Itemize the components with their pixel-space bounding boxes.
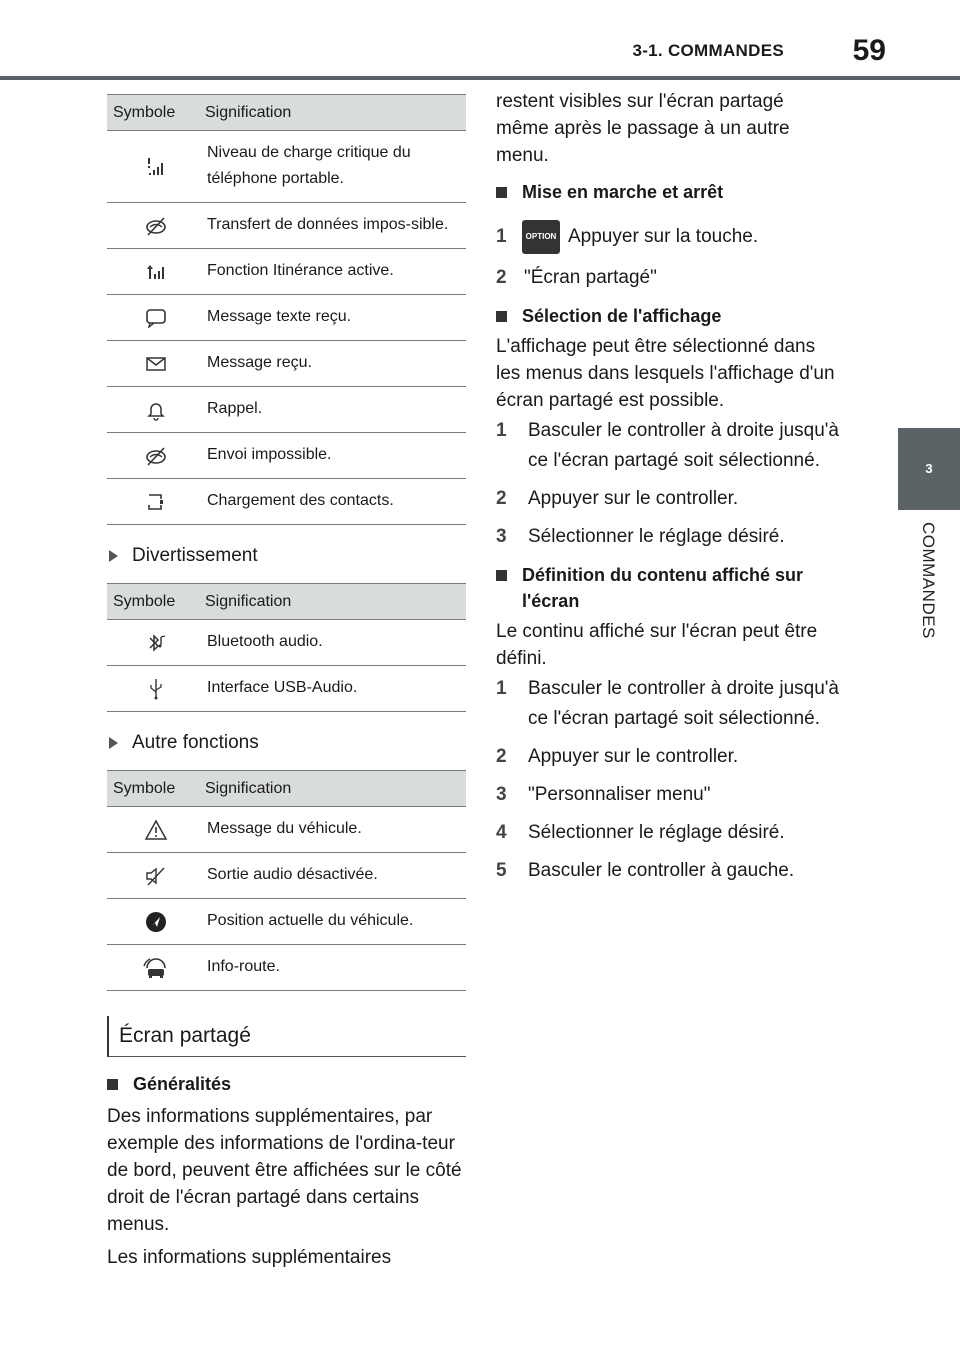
step-item bbox=[496, 522, 841, 552]
step-item bbox=[496, 484, 841, 514]
table-row bbox=[107, 853, 466, 899]
square-bullet-icon bbox=[496, 570, 507, 581]
subheading-general bbox=[107, 1071, 466, 1097]
subheading-select-display bbox=[496, 303, 841, 329]
general-paragraph-continued: Les informations supplémentaires bbox=[107, 1247, 392, 1268]
triangle-bullet-icon bbox=[109, 737, 118, 749]
step-text bbox=[525, 217, 759, 257]
right-column bbox=[496, 88, 841, 886]
table-row bbox=[107, 479, 466, 525]
step-number: 3 bbox=[496, 526, 507, 547]
table-row bbox=[107, 131, 466, 203]
define-content-steps bbox=[496, 674, 841, 886]
select-display-steps bbox=[496, 416, 841, 552]
column-header-symbol: Symbole bbox=[107, 771, 205, 807]
row-meaning: Bluetooth audio. bbox=[205, 620, 466, 666]
step-text: Basculer le controller à droite jusqu'à ce l'écran partagé soit sélectionné. bbox=[528, 420, 839, 471]
audio-muted-icon bbox=[107, 853, 205, 899]
section-heading-split-screen: Écran partagé bbox=[107, 1016, 466, 1057]
phone-battery-critical-icon bbox=[107, 131, 205, 203]
step-number: 5 bbox=[496, 860, 507, 881]
step-text: Appuyer sur le controller. bbox=[528, 488, 739, 509]
table-row bbox=[107, 387, 466, 433]
general-paragraph-end: restent visibles sur l'écran partagé même après le passage à un autre menu. bbox=[496, 91, 790, 166]
table-row bbox=[107, 295, 466, 341]
subheading-on-off-text: Mise en marche et arrêt bbox=[522, 182, 724, 202]
table-row bbox=[107, 433, 466, 479]
subheading-define-content bbox=[496, 562, 841, 614]
square-bullet-icon bbox=[496, 311, 507, 322]
table-header-row bbox=[107, 771, 466, 807]
step-number: 2 bbox=[496, 488, 507, 509]
table-row bbox=[107, 807, 466, 853]
subheading-select-display-text: Sélection de l'affichage bbox=[522, 306, 722, 326]
row-meaning: Fonction Itinérance active. bbox=[205, 249, 466, 295]
text-message-icon bbox=[107, 295, 205, 341]
table-row bbox=[107, 341, 466, 387]
page-header bbox=[0, 0, 960, 80]
step-item bbox=[496, 416, 841, 476]
select-display-paragraph: L'affichage peut être sélectionné dans les menus dans lesquels l'affichage d'un écran partagé est possible. bbox=[496, 336, 835, 411]
row-meaning: Info-route. bbox=[205, 945, 466, 991]
table-row bbox=[107, 666, 466, 712]
traffic-info-icon bbox=[107, 945, 205, 991]
table-header-row bbox=[107, 584, 466, 620]
send-impossible-icon bbox=[107, 433, 205, 479]
row-meaning: Message du véhicule. bbox=[205, 807, 466, 853]
step-number: 1 bbox=[496, 678, 507, 699]
step-item bbox=[496, 856, 841, 886]
column-header-symbol: Symbole bbox=[107, 95, 205, 131]
step-item bbox=[496, 780, 841, 810]
triangle-bullet-icon bbox=[109, 550, 118, 562]
row-meaning: Interface USB-Audio. bbox=[205, 666, 466, 712]
subheading-define-content-text: Définition du contenu affiché sur l'écran bbox=[522, 565, 804, 611]
other-functions-heading bbox=[107, 732, 466, 754]
row-meaning: Rappel. bbox=[205, 387, 466, 433]
bell-icon bbox=[107, 387, 205, 433]
table-row bbox=[107, 620, 466, 666]
square-bullet-icon bbox=[107, 1079, 118, 1090]
step-text: Sélectionner le réglage désiré. bbox=[528, 526, 785, 547]
usb-icon bbox=[107, 666, 205, 712]
roaming-signal-icon bbox=[107, 249, 205, 295]
row-meaning: Sortie audio désactivée. bbox=[205, 853, 466, 899]
left-column bbox=[107, 94, 466, 1271]
table-row bbox=[107, 945, 466, 991]
table-row bbox=[107, 249, 466, 295]
warning-triangle-icon bbox=[107, 807, 205, 853]
column-header-meaning: Signification bbox=[205, 584, 466, 620]
row-meaning: Envoi impossible. bbox=[205, 433, 466, 479]
bluetooth-audio-icon bbox=[107, 620, 205, 666]
subheading-on-off bbox=[496, 179, 841, 205]
square-bullet-icon bbox=[496, 187, 507, 198]
step-item bbox=[496, 818, 841, 848]
other-functions-heading-text: Autre fonctions bbox=[132, 732, 259, 753]
subheading-general-text: Généralités bbox=[133, 1074, 232, 1094]
row-meaning: Position actuelle du véhicule. bbox=[205, 899, 466, 945]
step-text: Basculer le controller à gauche. bbox=[528, 860, 795, 881]
step-text: Appuyer sur le controller. bbox=[528, 746, 739, 767]
column-header-meaning: Signification bbox=[205, 95, 466, 131]
step-number: 1 bbox=[496, 226, 507, 247]
step-text: Sélectionner le réglage désiré. bbox=[528, 822, 785, 843]
vehicle-position-icon bbox=[107, 899, 205, 945]
step-label: Appuyer sur la touche. bbox=[568, 226, 759, 247]
step-text: "Personnaliser menu" bbox=[528, 784, 711, 805]
other-symbols-table bbox=[107, 770, 466, 991]
phone-symbols-table bbox=[107, 94, 466, 525]
step-item bbox=[496, 674, 841, 734]
step-number: 3 bbox=[496, 784, 507, 805]
step-text: "Écran partagé" bbox=[524, 267, 657, 288]
entertainment-heading bbox=[107, 545, 466, 567]
table-row bbox=[107, 899, 466, 945]
row-meaning: Transfert de données impos-sible. bbox=[205, 203, 466, 249]
step-text: Basculer le controller à droite jusqu'à ce l'écran partagé soit sélectionné. bbox=[528, 678, 839, 729]
define-content-paragraph: Le continu affiché sur l'écran peut être défini. bbox=[496, 621, 818, 669]
entertainment-symbols-table bbox=[107, 583, 466, 712]
row-meaning: Niveau de charge critique du téléphone portable. bbox=[205, 131, 466, 203]
option-button-icon: OPTION bbox=[522, 220, 560, 254]
row-meaning: Chargement des contacts. bbox=[205, 479, 466, 525]
header-divider bbox=[0, 76, 960, 80]
row-meaning: Message texte reçu. bbox=[205, 295, 466, 341]
data-transfer-impossible-icon bbox=[107, 203, 205, 249]
table-row bbox=[107, 203, 466, 249]
row-meaning: Message reçu. bbox=[205, 341, 466, 387]
entertainment-heading-text: Divertissement bbox=[132, 545, 258, 566]
step-number: 2 bbox=[496, 746, 507, 767]
section-title: 3-1. COMMANDES bbox=[632, 41, 784, 60]
general-paragraph: Des informations supplémentaires, par exemple des informations de l'ordina-teur de bord, peuvent être affichées sur le côté droit de l'écran partagé dans certains menus. bbox=[107, 1106, 462, 1235]
chapter-label: COMMANDES bbox=[919, 522, 938, 639]
contacts-loading-icon bbox=[107, 479, 205, 525]
table-header-row bbox=[107, 95, 466, 131]
column-header-meaning: Signification bbox=[205, 771, 466, 807]
column-header-symbol: Symbole bbox=[107, 584, 205, 620]
step-number: 2 bbox=[496, 267, 507, 288]
envelope-icon bbox=[107, 341, 205, 387]
step-item bbox=[496, 217, 841, 257]
chapter-tab: 3 bbox=[898, 428, 960, 510]
step-item bbox=[496, 742, 841, 772]
page-number: 59 bbox=[852, 34, 886, 67]
step-number: 4 bbox=[496, 822, 507, 843]
step-item bbox=[496, 263, 841, 293]
step-number: 1 bbox=[496, 420, 507, 441]
